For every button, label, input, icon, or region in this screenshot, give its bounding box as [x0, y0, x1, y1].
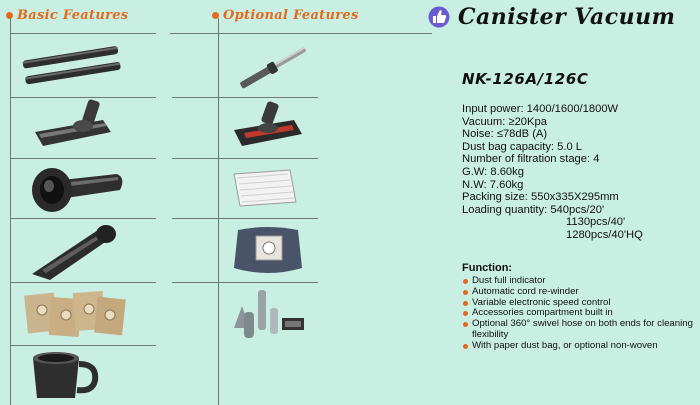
- spec-net-weight: N.W: 7.60kg: [462, 178, 524, 191]
- function-item: Dust full indicator: [462, 276, 700, 287]
- spec-vacuum: Vacuum: ≥20Kpa: [462, 115, 547, 128]
- basic-features-header: [6, 8, 128, 23]
- optional-features-header: [212, 8, 359, 23]
- spec-dust-bag: Dust bag capacity: 5.0 L: [462, 140, 583, 153]
- product-title: Canister Vacuum: [458, 4, 676, 30]
- grid-divider: [170, 33, 432, 34]
- function-title: Function:: [462, 262, 513, 274]
- thumbs-up-icon: [428, 6, 450, 28]
- spec-loading-quantity: Loading quantity: 540pcs/20': [462, 203, 605, 216]
- dusting-brush-icon: [22, 160, 132, 216]
- spec-packing-size: Packing size: 550x335X295mm: [462, 191, 619, 204]
- floor-brush-icon: [25, 98, 125, 156]
- function-item: Variable electronic speed control: [462, 298, 700, 309]
- spec-gross-weight: G.W: 8.60kg: [462, 165, 524, 178]
- function-list: [462, 276, 700, 352]
- turbo-brush-icon: [228, 100, 308, 156]
- spec-filtration: Number of filtration stage: 4: [462, 153, 600, 166]
- crevice-tool-icon: [28, 222, 128, 280]
- grid-divider: [172, 97, 318, 98]
- function-item: Automatic cord re-winder: [462, 287, 700, 298]
- grid-divider: [218, 18, 219, 405]
- grid-divider: [172, 158, 318, 159]
- grid-divider: [10, 282, 156, 283]
- paper-bags-icon: [20, 288, 130, 340]
- spec-list: [462, 103, 643, 242]
- telescopic-tube-icon: [232, 40, 314, 94]
- grid-divider: [10, 33, 156, 34]
- accessory-kit-icon: [228, 288, 308, 344]
- filter-pad-icon: [230, 164, 300, 212]
- dust-cup-icon: [25, 350, 105, 402]
- basic-features-label: Basic Features: [17, 8, 129, 23]
- grid-divider: [172, 218, 318, 219]
- function-item: Optional 360° swivel hose on both ends for cleaning flexibility: [462, 319, 700, 341]
- spec-loading-40: 1130pcs/40': [566, 216, 626, 229]
- cloth-dust-bag-icon: [228, 224, 308, 278]
- spec-noise: Noise: ≤78dB (A): [462, 128, 548, 141]
- grid-divider: [10, 218, 156, 219]
- grid-divider: [10, 345, 156, 346]
- extension-tubes-icon: [18, 42, 128, 92]
- optional-features-label: Optional Features: [223, 8, 359, 23]
- spec-input-power: Input power: 1400/1600/1800W: [462, 103, 619, 115]
- grid-divider: [10, 158, 156, 159]
- product-title-block: [428, 4, 675, 30]
- function-item: With paper dust bag, or optional non-woven: [462, 341, 700, 352]
- function-item: Accessories compartment built in: [462, 308, 700, 319]
- grid-divider: [10, 18, 11, 405]
- grid-divider: [172, 282, 318, 283]
- model-number: NK-126A/126C: [462, 70, 589, 88]
- spec-loading-40hq: 1280pcs/40'HQ: [566, 228, 643, 241]
